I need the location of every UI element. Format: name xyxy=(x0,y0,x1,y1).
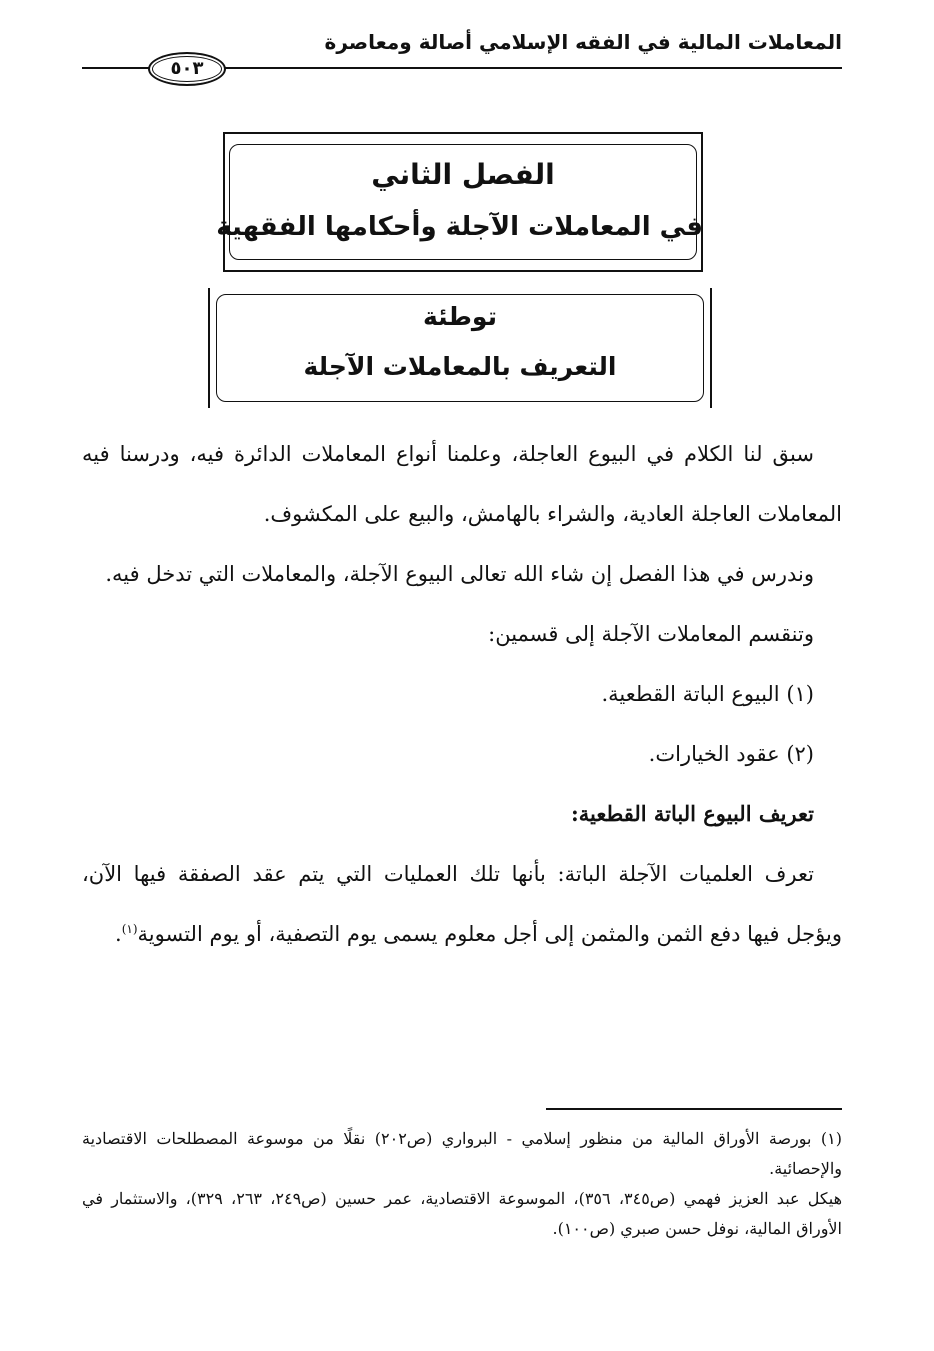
book-title: المعاملات المالية في الفقه الإسلامي أصالة ومعاصرة xyxy=(324,30,842,54)
subheading: تعريف البيوع الباتة القطعية: xyxy=(571,801,814,826)
section-label: توطئة xyxy=(423,302,497,331)
chapter-label: الفصل الثاني xyxy=(371,158,555,191)
chapter-box-left-bar xyxy=(223,134,225,270)
paragraph-1: سبق لنا الكلام في البيوع العاجلة، وعلمنا أنواع المعاملات الدائرة فيه، ودرسنا فيه المعاملات العاجلة العادية، والشراء بالهامش، والبيع على المكشوف. xyxy=(82,442,842,526)
running-header xyxy=(90,22,842,82)
section-heading-box xyxy=(208,288,712,408)
paragraph-4-end: . xyxy=(115,922,122,946)
list-item-1: (١) البيوع الباتة القطعية. xyxy=(601,682,814,706)
footnotes xyxy=(82,1124,842,1244)
chapter-title: في المعاملات الآجلة وأحكامها الفقهية xyxy=(216,212,703,242)
footnote-1: (١) بورصة الأوراق المالية من منظور إسلامي - البرواري (ص٢٠٢) نقلًا من موسوعة المصطلحات الاقتصادية والإحصائية. xyxy=(82,1129,842,1178)
footnote-rule xyxy=(546,1108,842,1110)
footnote-1-continued: هيكل عبد العزيز فهمي (ص٣٤٥، ٣٥٦)، الموسوعة الاقتصادية، عمر حسين (ص٢٤٩، ٢٦٣، ٣٢٩)، والاستثمار في الأوراق المالية، نوفل حسن صبري (ص١٠٠). xyxy=(82,1189,843,1238)
body-text xyxy=(82,424,842,964)
list-item-2: (٢) عقود الخيارات. xyxy=(648,742,814,766)
paragraph-2: وندرس في هذا الفصل إن شاء الله تعالى البيوع الآجلة، والمعاملات التي تدخل فيه. xyxy=(105,562,814,586)
footnote-reference: (١) xyxy=(121,922,138,936)
paragraph-3: وتنقسم المعاملات الآجلة إلى قسمين: xyxy=(488,622,814,646)
chapter-box-right-bar xyxy=(701,134,703,270)
paragraph-4-text: تعرف العلميات الآجلة الباتة: بأنها تلك العمليات التي يتم عقد الصفقة فيها الآن، ويؤجل فيها دفع الثمن والمثمن إلى أجل معلوم يسمى يوم التصفية، أو يوم التسوية xyxy=(82,862,842,946)
paragraph-4 xyxy=(82,844,842,964)
page-number: ٥٠٣ xyxy=(148,52,226,86)
section-title: التعريف بالمعاملات الآجلة xyxy=(303,352,617,381)
chapter-heading-box xyxy=(216,132,703,272)
